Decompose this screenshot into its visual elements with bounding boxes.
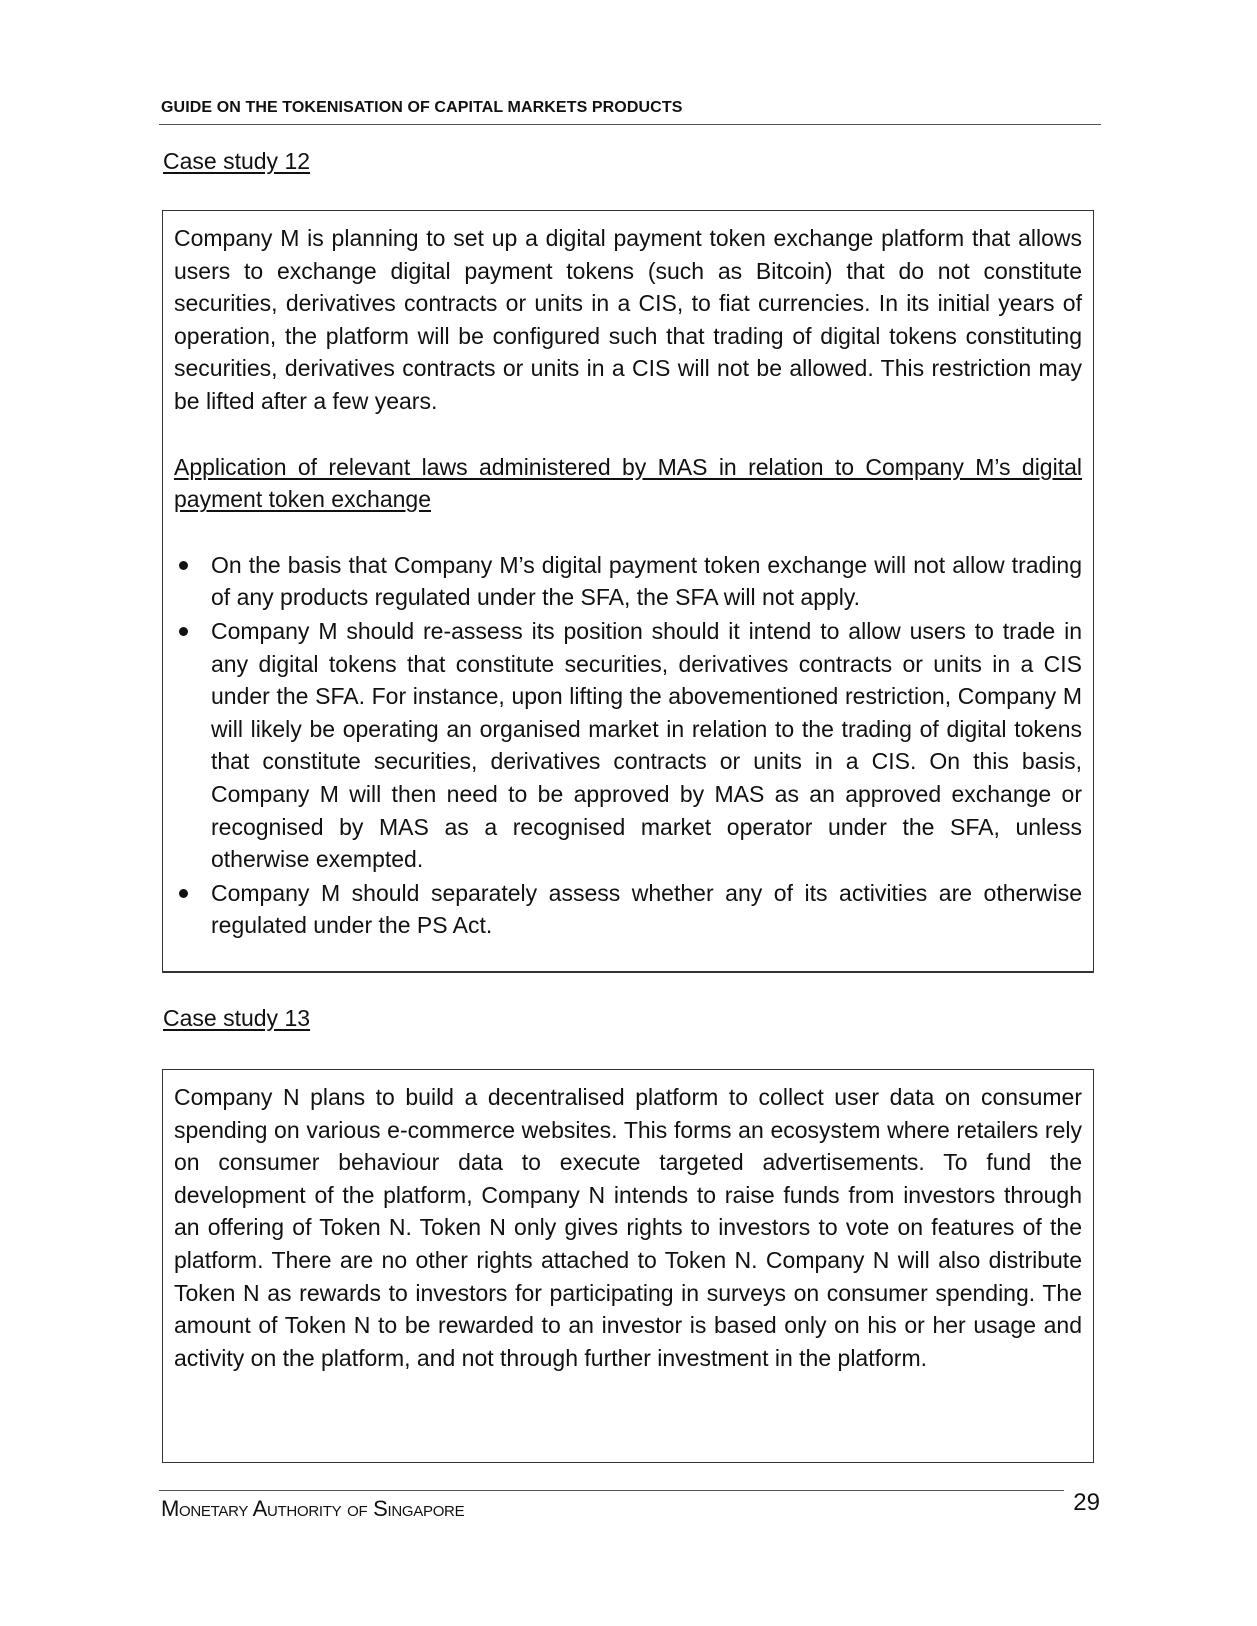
footer-divider bbox=[159, 1490, 1064, 1491]
page-number: 29 bbox=[1073, 1489, 1100, 1516]
bullet-text: Company M should re-assess its position should it intend to allow users to trade in any digital tokens that constitute securities, derivatives contracts or units in a CIS under the SFA. For instance, upon lifting the abovementioned restriction, Company M will likely be operating an organised market in relation to the trading of digital tokens that constitute securities, derivatives contracts or units in a CIS. On this basis, Company M will then need to be approved by MAS as an approved exchange or recognised by MAS as a recognised market operator under the SFA, unless otherwise exempted. bbox=[211, 617, 1082, 873]
case-study-12-bullet-list bbox=[174, 549, 1082, 942]
case-study-13-box bbox=[162, 1069, 1094, 1463]
running-header: GUIDE ON THE TOKENISATION OF CAPITAL MARKETS PRODUCTS bbox=[161, 99, 683, 116]
header-divider bbox=[159, 124, 1101, 125]
case-study-12-title: Case study 12 bbox=[163, 148, 311, 174]
bullet-text: Company M should separately assess whether any of its activities are otherwise regulated under the PS Act. bbox=[211, 879, 1082, 939]
case-study-13-description: Company N plans to build a decentralised platform to collect user data on consumer spending on various e-commerce websites. This forms an ecosystem where retailers rely on consumer behaviour data to execute targeted advertisements. To fund the development of the platform, Company N intends to raise funds from investors through an offering of Token N. Token N only gives rights to investors to vote on features of the platform. There are no other rights attached to Token N. Company N will also distribute Token N as rewards to investors for participating in surveys on consumer spending. The amount of Token N to be rewarded to an investor is based only on his or her usage and activity on the platform, and not through further investment in the platform. bbox=[174, 1084, 1082, 1371]
list-item bbox=[174, 615, 1082, 876]
bullet-icon bbox=[179, 627, 188, 636]
case-study-12-box bbox=[162, 210, 1094, 973]
case-study-12-application-heading: Application of relevant laws administered by MAS in relation to Company M’s digital payment token exchange bbox=[174, 453, 1082, 513]
list-item bbox=[174, 877, 1082, 942]
case-study-13-title: Case study 13 bbox=[163, 1005, 311, 1031]
footer-organisation: Monetary Authority of Singapore bbox=[161, 1496, 465, 1521]
case-study-12-description: Company M is planning to set up a digital payment token exchange platform that allows users to exchange digital payment tokens (such as Bitcoin) that do not constitute securities, derivatives contracts or units in a CIS, to fiat currencies. In its initial years of operation, the platform will be configured such that trading of digital tokens constituting securities, derivatives contracts or units in a CIS will not be allowed. This restriction may be lifted after a few years. bbox=[174, 225, 1082, 414]
list-item bbox=[174, 549, 1082, 614]
bullet-icon bbox=[179, 561, 188, 570]
bullet-text: On the basis that Company M’s digital payment token exchange will not allow trading of any products regulated under the SFA, the SFA will not apply. bbox=[211, 551, 1082, 611]
bullet-icon bbox=[179, 889, 188, 898]
